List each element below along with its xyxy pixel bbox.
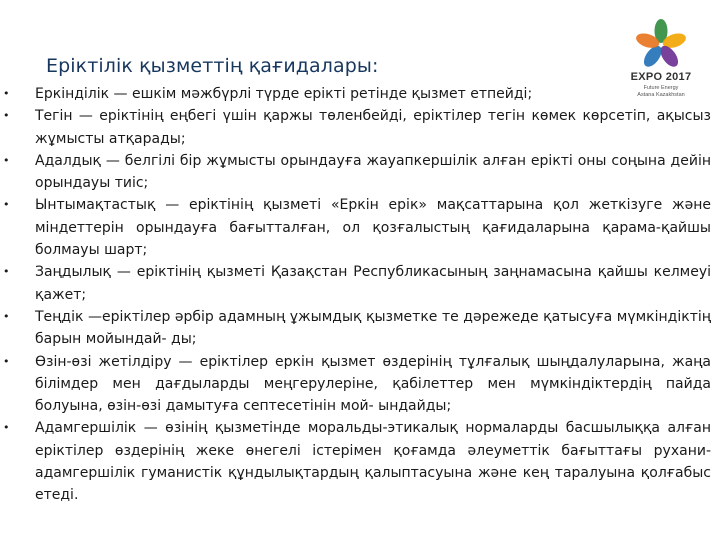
principle-text: Тегін — еріктінің еңбегі үшін қаржы төленбейді, еріктілер тегін көмек көрсетіп, ақысыз жұмысты атқарады;	[35, 108, 711, 147]
bullet-icon: •	[3, 421, 10, 435]
bullet-icon: •	[3, 265, 10, 279]
principle-text: Ынтымақтастық — еріктінің қызметі «Еркін ерік» мақсаттарына қол жеткізуге және міндеттерін орындауға бағытталған, ол қозғалыстың қағидаларына қарама-қайшы болмауы шарт;	[35, 197, 711, 259]
expo-petals-icon	[632, 18, 690, 70]
bullet-icon: •	[3, 109, 10, 123]
bullet-icon: •	[3, 87, 10, 100]
principle-item	[3, 194, 711, 261]
principle-item	[3, 261, 711, 306]
bullet-icon: •	[3, 354, 10, 368]
principle-text: Еркінділік — ешкім мәжбүрлі түрде ерікті ретінде қызмет етпейді;	[35, 86, 533, 102]
logo-title: EXPO 2017	[630, 71, 692, 83]
principle-item	[3, 105, 711, 150]
principle-text: Заңдылық — еріктінің қызметі Қазақстан Республикасының заңнамасына қайшы келмеуі қажет;	[35, 264, 711, 303]
principles-list	[3, 83, 711, 507]
principle-text: Адамгершілік — өзінің қызметінде моральды-этикалық нормаларды басшылыққа алған еріктілер өздерінің жеке өнегелі істерімен қоғамда әлеуметтік бағыттағы рухани-адамгершілік гуманистік құндылықтардың қалыптасуына және кең таралуына қолғабыс етеді.	[35, 420, 711, 504]
principle-item	[3, 417, 711, 506]
principle-item	[3, 351, 711, 418]
logo-subtitle-line1: Future Energy	[643, 85, 679, 91]
principle-text: Адалдық — белгілі бір жұмысты орындауға жауапкершілік алған ерікті оны соңына дейін орындауы тиіс;	[35, 152, 711, 192]
bullet-icon: •	[3, 309, 10, 323]
logo-subtitle-line2: Astana Kazakhstan	[637, 92, 685, 98]
principle-text: Өзін-өзі жетілдіру — еріктілер еркін қызмет өздерінің тұлғалық шыңдалуларына, жаңа білімдер мен дағдыларды меңгерулеріне, қабілеттер мен мүмкіндіктердің пайда болуына, өзін-өзі дамытуға септесетінін мой- ындайды;	[35, 353, 711, 415]
principle-item	[3, 150, 711, 195]
principle-item	[3, 83, 711, 105]
bullet-icon: •	[3, 198, 10, 212]
principle-item	[3, 306, 711, 351]
bullet-icon: •	[3, 153, 10, 167]
principle-text: Теңдік —еріктілер әрбір адамның ұжымдық қызметке те дәрежеде қатысуға мүмкіндіктің барын мойындай- ды;	[35, 308, 711, 348]
slide-title: Еріктілік қызметтің қағидалары:	[46, 55, 379, 77]
